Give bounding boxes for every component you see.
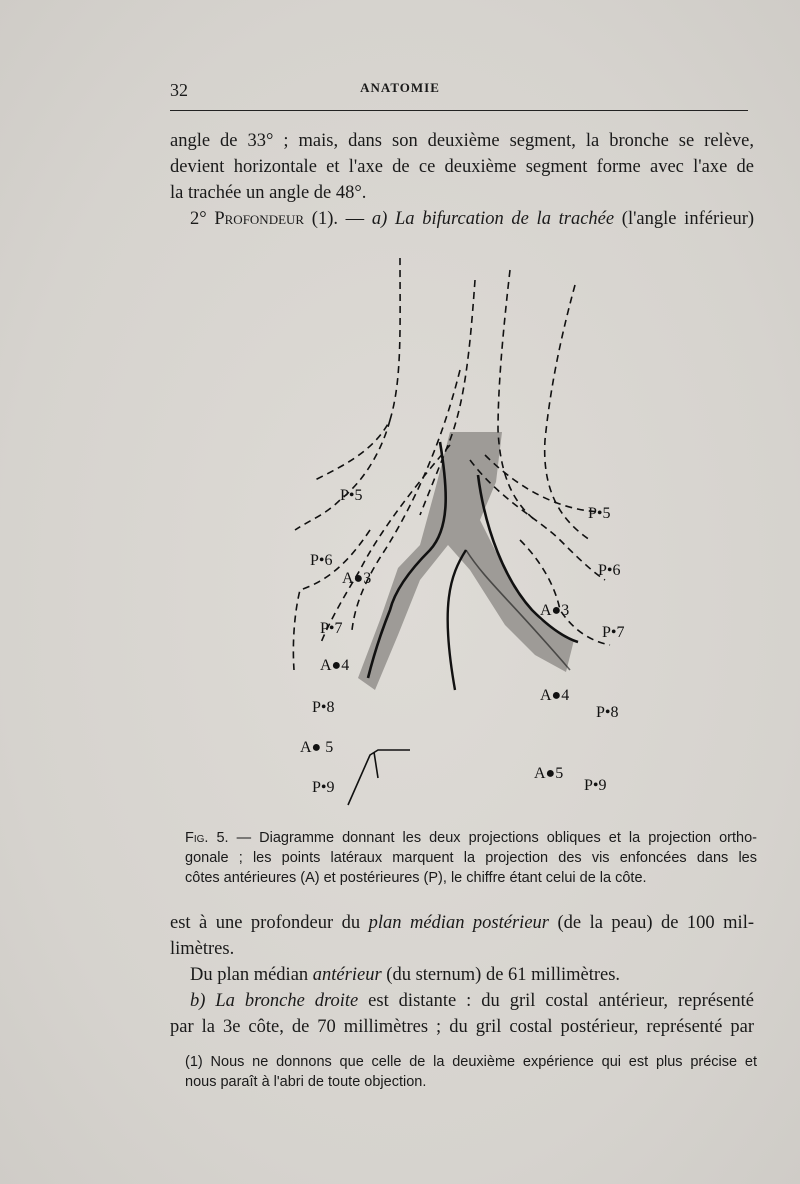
bronchi-inner-outline	[448, 550, 466, 690]
figure-label: Fig. 5.	[185, 830, 229, 846]
body-line: la trachée un angle de 48°.	[170, 183, 367, 203]
body-line: par la 3e côte, de 70 millimètres ; du gril costal postérieur, représenté par	[170, 1017, 754, 1037]
scale-signature	[348, 750, 410, 805]
sub-title: La bifurcation de la trachée	[394, 209, 615, 229]
label-p9-right: P•9	[584, 777, 607, 794]
caption-line: gonale ; les points latéraux marquent la projection des vis enfoncées dans les	[185, 850, 757, 866]
caption-line: — Diagramme donnant les deux projections obliques et la projection ortho-	[236, 830, 757, 846]
body-line: est à une profondeur du plan médian postérieur (de la peau) de 100 mil-	[170, 913, 754, 933]
section-heading: Profondeur	[214, 209, 305, 229]
header-rule	[170, 110, 748, 111]
label-a4-right: A●4	[540, 687, 570, 704]
label-p6-left: P•6	[310, 552, 333, 569]
label-p5-right: P•5	[588, 505, 611, 522]
figure-diagram	[270, 250, 650, 810]
section-number: 2°	[190, 209, 207, 229]
page-number: 32	[170, 80, 188, 100]
sub-letter: a)	[371, 209, 388, 229]
dashed-line	[315, 258, 400, 480]
dashed-line	[545, 285, 590, 540]
footnote-line: nous paraît à l'abri de toute objection.	[185, 1074, 427, 1090]
footnote-line: (1) Nous ne donnons que celle de la deuxième expérience qui est plus précise et	[185, 1054, 757, 1070]
body-paragraph-top	[170, 128, 754, 232]
label-p6-right: P•6	[598, 562, 621, 579]
label-p7-left: P•7	[320, 620, 343, 637]
figure-caption	[185, 828, 757, 888]
label-a3-right: A●3	[540, 602, 570, 619]
footnote-ref: (1).	[311, 209, 338, 229]
label-p9-left: P•9	[312, 779, 335, 796]
label-p8-right: P•8	[596, 704, 619, 721]
footnote	[185, 1052, 757, 1092]
body-line: Du plan médian antérieur (du sternum) de 61 millimètres.	[190, 965, 621, 985]
sub-title-tail: (l'angle inférieur)	[621, 209, 755, 229]
running-title: ANATOMIE	[360, 80, 440, 95]
label-p8-left: P•8	[312, 699, 335, 716]
caption-line: côtes antérieures (A) et postérieures (P), le chiffre étant celui de la côte.	[185, 870, 647, 886]
label-a3-left: A●3	[342, 570, 372, 587]
body-line: angle de 33° ; mais, dans son deuxième segment, la bronche se relève,	[170, 131, 754, 151]
dash: —	[345, 209, 365, 229]
body-paragraph-bottom	[170, 910, 754, 1040]
label-a5-left: A● 5	[300, 739, 334, 756]
label-p5-left: P•5	[340, 487, 363, 504]
bronchi-shaded-region	[358, 432, 574, 690]
section-heading-line	[170, 206, 754, 232]
label-a4-left: A●4	[320, 657, 350, 674]
body-line: devient horizontale et l'axe de ce deuxième segment forme avec l'axe de	[170, 157, 754, 177]
dashed-line	[295, 420, 390, 530]
label-p7-right: P•7	[602, 624, 625, 641]
body-line: limètres.	[170, 939, 235, 959]
label-a5-right: A●5	[534, 765, 564, 782]
body-line: b) La bronche droite est distante : du gril costal antérieur, représenté	[190, 991, 754, 1011]
